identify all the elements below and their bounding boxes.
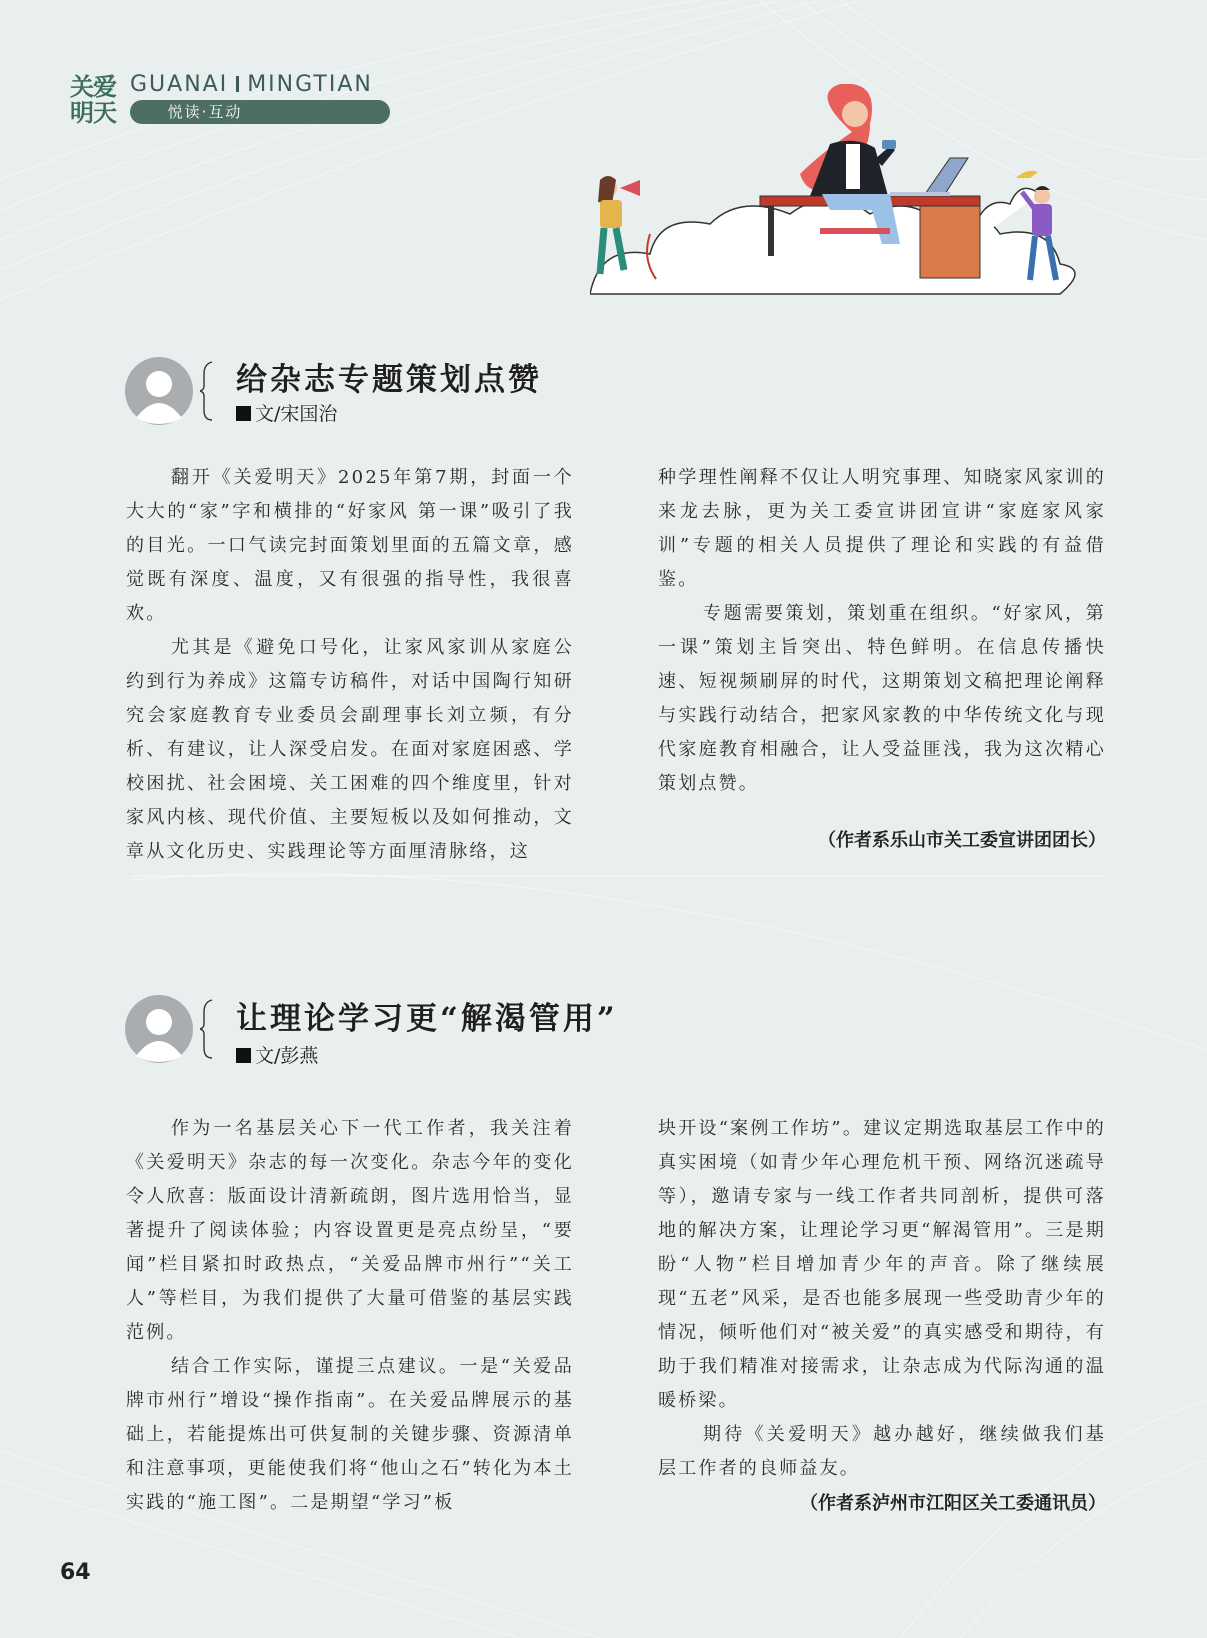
author-note: （作者系乐山市关工委宣讲团团长） [818, 830, 1106, 851]
article-title: 给杂志专题策划点赞 [236, 362, 542, 398]
brand-right: MINGTIAN [247, 72, 373, 97]
magazine-logo [70, 74, 122, 126]
title-brace [200, 360, 216, 422]
paragraph: 种学理性阐释不仅让人明究事理、知晓家风家训的来龙去脉，更为关工委宣讲团宣讲“家庭家风家训”专题的相关人员提供了理论和实践的有益借鉴。 [658, 467, 1106, 590]
brand-divider [236, 76, 239, 92]
brand-name [130, 72, 373, 97]
logo-line-1: 关爱 [70, 73, 116, 101]
paragraph: 专题需要策划，策划重在组织。“好家风，第一课”策划主旨突出、特色鲜明。在信息传播快速、短视频刷屏的时代，这期策划文稿把理论阐释与实践行动结合，把家风家教的中华传统文化与现代家庭教育相融合，让人受益匪浅，我为这次精心策划点赞。 [658, 603, 1106, 794]
byline-text: 文/彭燕 [255, 1045, 319, 1067]
paragraph: 结合工作实际，谨提三点建议。一是“关爱品牌市州行”增设“操作指南”。在关爱品牌展示的基础上，若能提炼出可供复制的关键步骤、资源清单和注意事项，更能使我们将“他山之石”转化为本土实践的“施工图”。二是期望“学习”板 [126, 1356, 574, 1513]
byline-text: 文/宋国治 [255, 403, 338, 425]
section-tag: 悦读·互动 [167, 103, 243, 121]
byline-square-icon [236, 406, 251, 421]
article-left-column [126, 1112, 574, 1520]
office-illustration [590, 84, 1110, 308]
article-byline [236, 1041, 318, 1068]
title-brace [200, 998, 216, 1060]
article-byline [236, 399, 337, 426]
paragraph: 作为一名基层关心下一代工作者，我关注着《关爱明天》杂志的每一次变化。杂志今年的变化令人欣喜：版面设计清新疏朗，图片选用恰当，显著提升了阅读体验；内容设置更是亮点纷呈，“要闻”栏目紧扣时政热点，“关爱品牌市州行”“关工人”等栏目，为我们提供了大量可借鉴的基层实践范例。 [126, 1118, 574, 1343]
article-title: 让理论学习更“解渴管用” [236, 1001, 618, 1037]
paragraph: 尤其是《避免口号化，让家风家训从家庭公约到行为养成》这篇专访稿件，对话中国陶行知研究会家庭教育专业委员会副理事长刘立频，有分析、有建议，让人深受启发。在面对家庭困惑、学校困扰、社会困境、关工困难的四个维度里，针对家风内核、现代价值、主要短板以及如何推动，文章从文化历史、实践理论等方面厘清脉络，这 [126, 637, 574, 862]
author-avatar [124, 994, 194, 1064]
author-note: （作者系泸州市江阳区关工委通讯员） [800, 1493, 1106, 1514]
page-number: 64 [60, 1560, 91, 1585]
paragraph: 翻开《关爱明天》2025年第7期，封面一个大大的“家”字和横排的“好家风 第一课”吸引了我的目光。一口气读完封面策划里面的五篇文章，感觉既有深度、温度，又有很强的指导性，我很喜欢。 [126, 467, 574, 624]
article-right-column [658, 461, 1106, 801]
author-avatar [124, 356, 194, 426]
article-right-column [658, 1112, 1106, 1486]
byline-square-icon [236, 1048, 251, 1063]
paragraph: 期待《关爱明天》越办越好，继续做我们基层工作者的良师益友。 [658, 1424, 1106, 1479]
article-left-column [126, 461, 574, 869]
paragraph: 块开设“案例工作坊”。建议定期选取基层工作中的真实困境（如青少年心理危机干预、网络沉迷疏导等），邀请专家与一线工作者共同剖析，提供可落地的解决方案，让理论学习更“解渴管用”。三是期盼“人物”栏目增加青少年的声音。除了继续展现“五老”风采，是否也能多展现一些受助青少年的情况，倾听他们对“被关爱”的真实感受和期待，有助于我们精准对接需求，让杂志成为代际沟通的温暖桥梁。 [658, 1118, 1106, 1411]
brand-left: GUANAI [130, 72, 229, 97]
logo-line-2: 明天 [70, 99, 116, 127]
